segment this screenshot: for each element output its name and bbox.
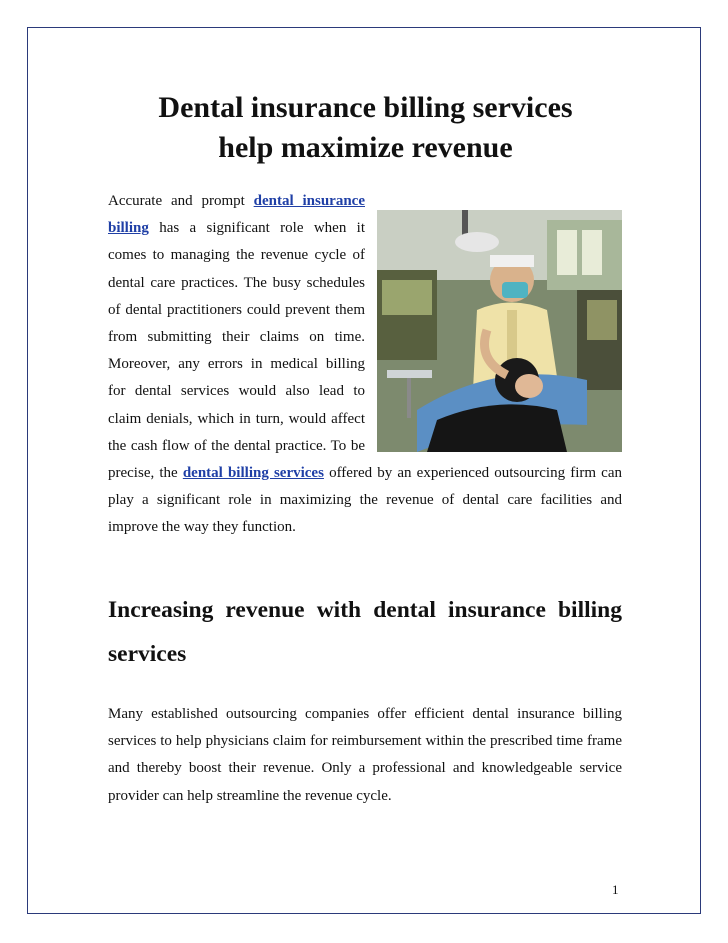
section-paragraph: Many established outsourcing companies offer efficient dental insurance billing services to help physicians claim for reimbursement within the prescribed time frame and thereby boost their revenue. Only a professional and knowledgeable service provider can help streamline the revenue cycle. [108, 706, 622, 804]
title-line-1: Dental insurance billing services [158, 91, 573, 124]
page-title [108, 88, 623, 168]
title-line-2: help maximize revenue [218, 131, 513, 164]
dentist-photo [377, 210, 622, 452]
intro-text-start: Accurate and prompt [108, 193, 254, 209]
dentist-photo-illustration [377, 210, 622, 452]
intro-text-middle: has a significant role when it comes to managing the revenue cycle of dental care practices. The busy schedules of dental practitioners could prevent them from submitting their claims on time. Moreover, any errors in medical billing for dental services would also lead to claim denials, which in turn, would affect the cash flow of the dental practice. To be precise, the [108, 220, 365, 482]
page-number: 1 [612, 882, 619, 897]
section-heading: Increasing revenue with dental insurance billing services [108, 597, 622, 667]
dental-billing-services-link[interactable]: dental billing services [182, 465, 324, 482]
intro-section [108, 188, 622, 542]
intro-text-end: offered by an experienced outsourcing firm can play a significant role in maximizing the revenue of dental care facilities and improve the way they function. [108, 465, 622, 536]
dental-insurance-billing-link[interactable]: dental insurance billing [108, 193, 365, 237]
